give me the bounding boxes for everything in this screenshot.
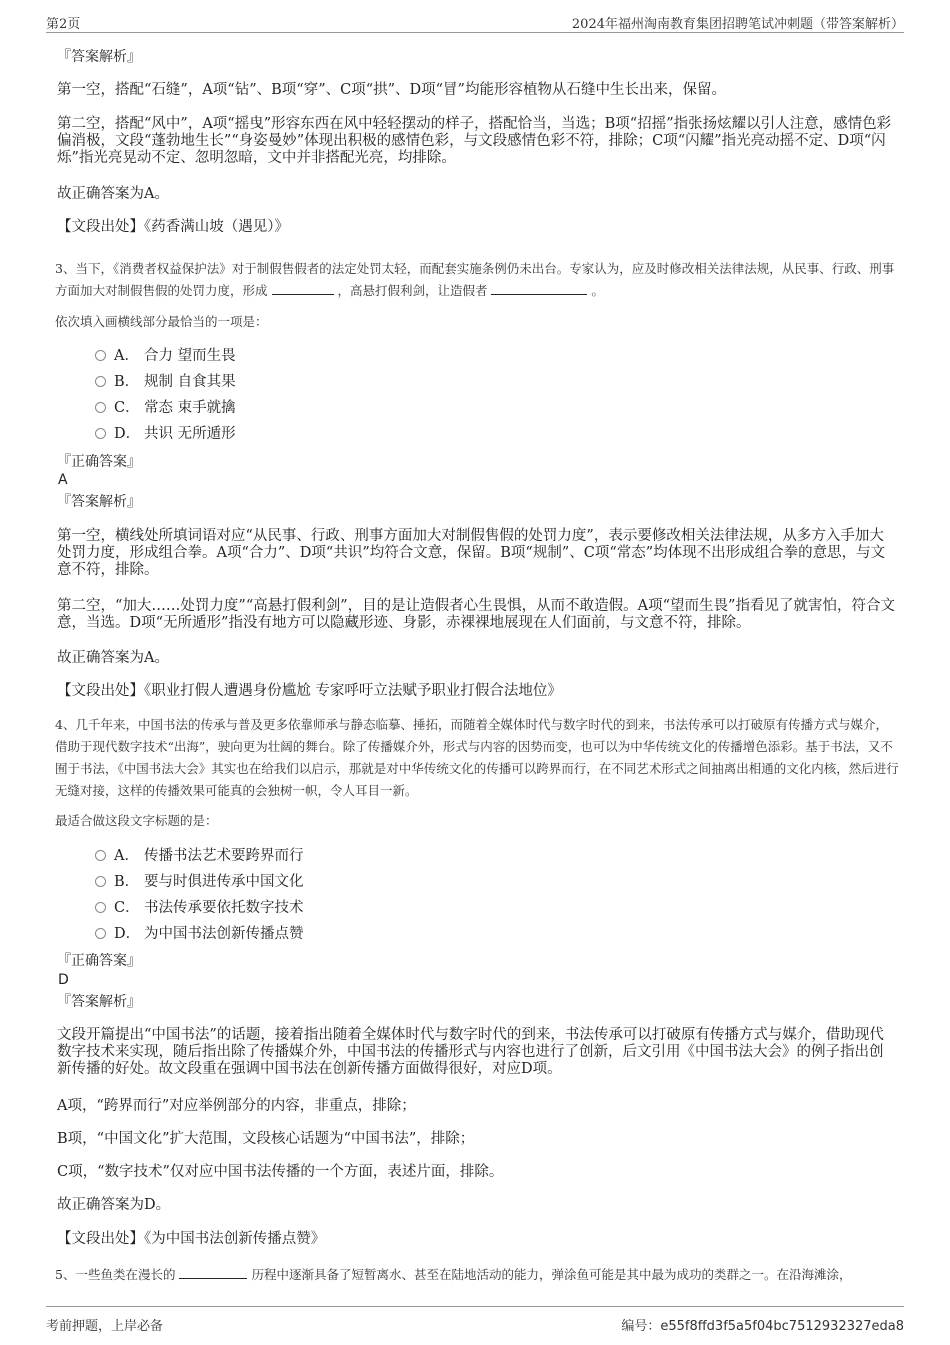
- radio-icon[interactable]: [95, 876, 106, 887]
- q3-analysis-para2: 第二空，“加大……处罚力度”“高悬打假利剑”，目的是让造假者心生畏惧，从而不敢造假。A项“望而生畏”指看见了就害怕，符合文意，当选。D项“无所遁形”指没有地方可以隐藏形迹、身影，赤裸裸地展现在人们面前，与文意不符，排除。: [57, 598, 895, 631]
- q3-source: 【文段出处】《职业打假人遭遇身份尴尬 专家呼吁立法赋予职业打假合法地位》: [57, 683, 562, 699]
- page-header: [46, 10, 904, 33]
- q4-prompt: 最适合做这段文字标题的是：: [55, 813, 218, 828]
- q4-analysis-line-a: A项，“跨界而行”对应举例部分的内容，非重点，排除；: [57, 1098, 416, 1114]
- q4-option-c[interactable]: C． 书法传承要依托数字技术: [95, 898, 304, 918]
- q3-prompt: 依次填入画横线部分最恰当的一项是：: [55, 314, 268, 329]
- q5-stem: 5、一些鱼类在漫长的 历程中逐渐具备了短暂离水、甚至在陆地活动的能力，弹涂鱼可能是其中最为成功的类群之一。在沿海滩涂，: [55, 1267, 852, 1282]
- q2-source: 【文段出处】《药香满山坡（遇见）》: [57, 219, 289, 235]
- document-code: 编号：e55f8ffd3f5a5f04bc7512932327eda8: [621, 1319, 904, 1334]
- q5-blank-1: [179, 1266, 247, 1279]
- document-title: 2024年福州淘南教育集团招聘笔试冲刺题（带答案解析）: [571, 17, 904, 32]
- q3-correct-answer: A: [58, 472, 68, 488]
- q3-option-b[interactable]: B． 规制 自食其果: [95, 372, 236, 392]
- q4-stem: 4、几千年来，中国书法的传承与普及更多依靠师承与静态临摹、捶拓，而随着全媒体时代与数字时代的到来，书法传承可以打破原有传播方式与媒介，借助于现代数字技术“出海”，驶向更为壮阔的舞台。除了传播媒介外，形式与内容的因势而变，也可以为中华传统文化的传播增色添彩。基于书法，又不囿于书法，《中国书法大会》其实也在给我们以启示，那就是对中华传统文化的传播可以跨界而行，在不同艺术形式之间抽离出相通的文化内核，然后进行无缝对接，这样的传播效果可能真的会独树一帜，令人耳目一新。: [55, 717, 899, 798]
- q4-correct-answer: D: [58, 972, 69, 988]
- q2-analysis-para1: 第一空，搭配“石缝”，A项“钻”、B项“穿”、C项“拱”、D项“冒”均能形容植物从石缝中生长出来，保留。: [57, 82, 726, 98]
- page-number: 第2页: [46, 17, 81, 32]
- q3-analysis-tag: 『答案解析』: [57, 494, 141, 510]
- q3-option-c[interactable]: C． 常态 束手就擒: [95, 398, 236, 418]
- radio-icon[interactable]: [95, 850, 106, 861]
- q4-conclusion: 故正确答案为D。: [57, 1197, 171, 1213]
- q4-correct-tag: 『正确答案』: [57, 953, 141, 969]
- q3-option-d[interactable]: D． 共识 无所遁形: [95, 424, 236, 444]
- q3-stem: 3、当下，《消费者权益保护法》对于制假售假者的法定处罚太轻，而配套实施条例仍未出台。专家认为，应及时修改相关法律法规，从民事、行政、刑事方面加大对制假售假的处罚力度，形成 ，高悬打假利剑，让造假者 。: [55, 261, 895, 298]
- footer-slogan: 考前押题，上岸必备: [46, 1319, 164, 1334]
- radio-icon[interactable]: [95, 902, 106, 913]
- q3-blank-1: [272, 282, 334, 295]
- q3-conclusion: 故正确答案为A。: [57, 650, 169, 666]
- radio-icon[interactable]: [95, 350, 106, 361]
- q4-analysis-line-b: B项，“中国文化”扩大范围，文段核心话题为“中国书法”，排除；: [57, 1131, 475, 1147]
- q2-analysis-para2: 第二空，搭配“风中”，A项“摇曳”形容东西在风中轻轻摆动的样子，搭配恰当，当选；B项“招摇”指张扬炫耀以引人注意，感情色彩偏消极，文段“蓬勃地生长”“身姿曼妙”体现出积极的感情色彩，与文段感情色彩不符，排除；C项“闪耀”指光亮动摇不定、D项“闪烁”指光亮晃动不定、忽明忽暗，文中并非搭配光亮，均排除。: [57, 116, 892, 166]
- q4-source: 【文段出处】《为中国书法创新传播点赞》: [57, 1231, 326, 1247]
- q2-conclusion: 故正确答案为A。: [57, 186, 169, 202]
- radio-icon[interactable]: [95, 928, 106, 939]
- q3-blank-2: [491, 282, 587, 295]
- radio-icon[interactable]: [95, 376, 106, 387]
- q3-correct-tag: 『正确答案』: [57, 454, 141, 470]
- page-footer: [46, 1306, 904, 1335]
- q4-option-d[interactable]: D． 为中国书法创新传播点赞: [95, 924, 304, 944]
- q4-option-b[interactable]: B． 要与时俱进传承中国文化: [95, 872, 304, 892]
- q4-analysis-line-c: C项，“数字技术”仅对应中国书法传播的一个方面，表述片面，排除。: [57, 1164, 504, 1180]
- q4-analysis-tag: 『答案解析』: [57, 994, 141, 1010]
- radio-icon[interactable]: [95, 428, 106, 439]
- q4-analysis-para1: 文段开篇提出“中国书法”的话题，接着指出随着全媒体时代与数字时代的到来，书法传承可以打破原有传播方式与媒介，借助现代数字技术来实现，随后指出除了传播媒介外，中国书法的传播形式与内容也进行了创新，后文引用《中国书法大会》的例子指出创新传播的好处。故文段重在强调中国书法在创新传播方面做得很好，对应D项。: [57, 1027, 884, 1077]
- q3-option-a[interactable]: A． 合力 望而生畏: [95, 346, 236, 366]
- q3-analysis-para1: 第一空，横线处所填词语对应“从民事、行政、刑事方面加大对制假售假的处罚力度”，表示要修改相关法律法规，从多方入手加大处罚力度，形成组合拳。A项“合力”、D项“共识”均符合文意，保留。B项“规制”、C项“常态”均体现不出形成组合拳的意思，与文意不符，排除。: [57, 528, 886, 578]
- q2-analysis-tag: 『答案解析』: [57, 49, 141, 65]
- radio-icon[interactable]: [95, 402, 106, 413]
- q4-option-a[interactable]: A． 传播书法艺术要跨界而行: [95, 846, 304, 866]
